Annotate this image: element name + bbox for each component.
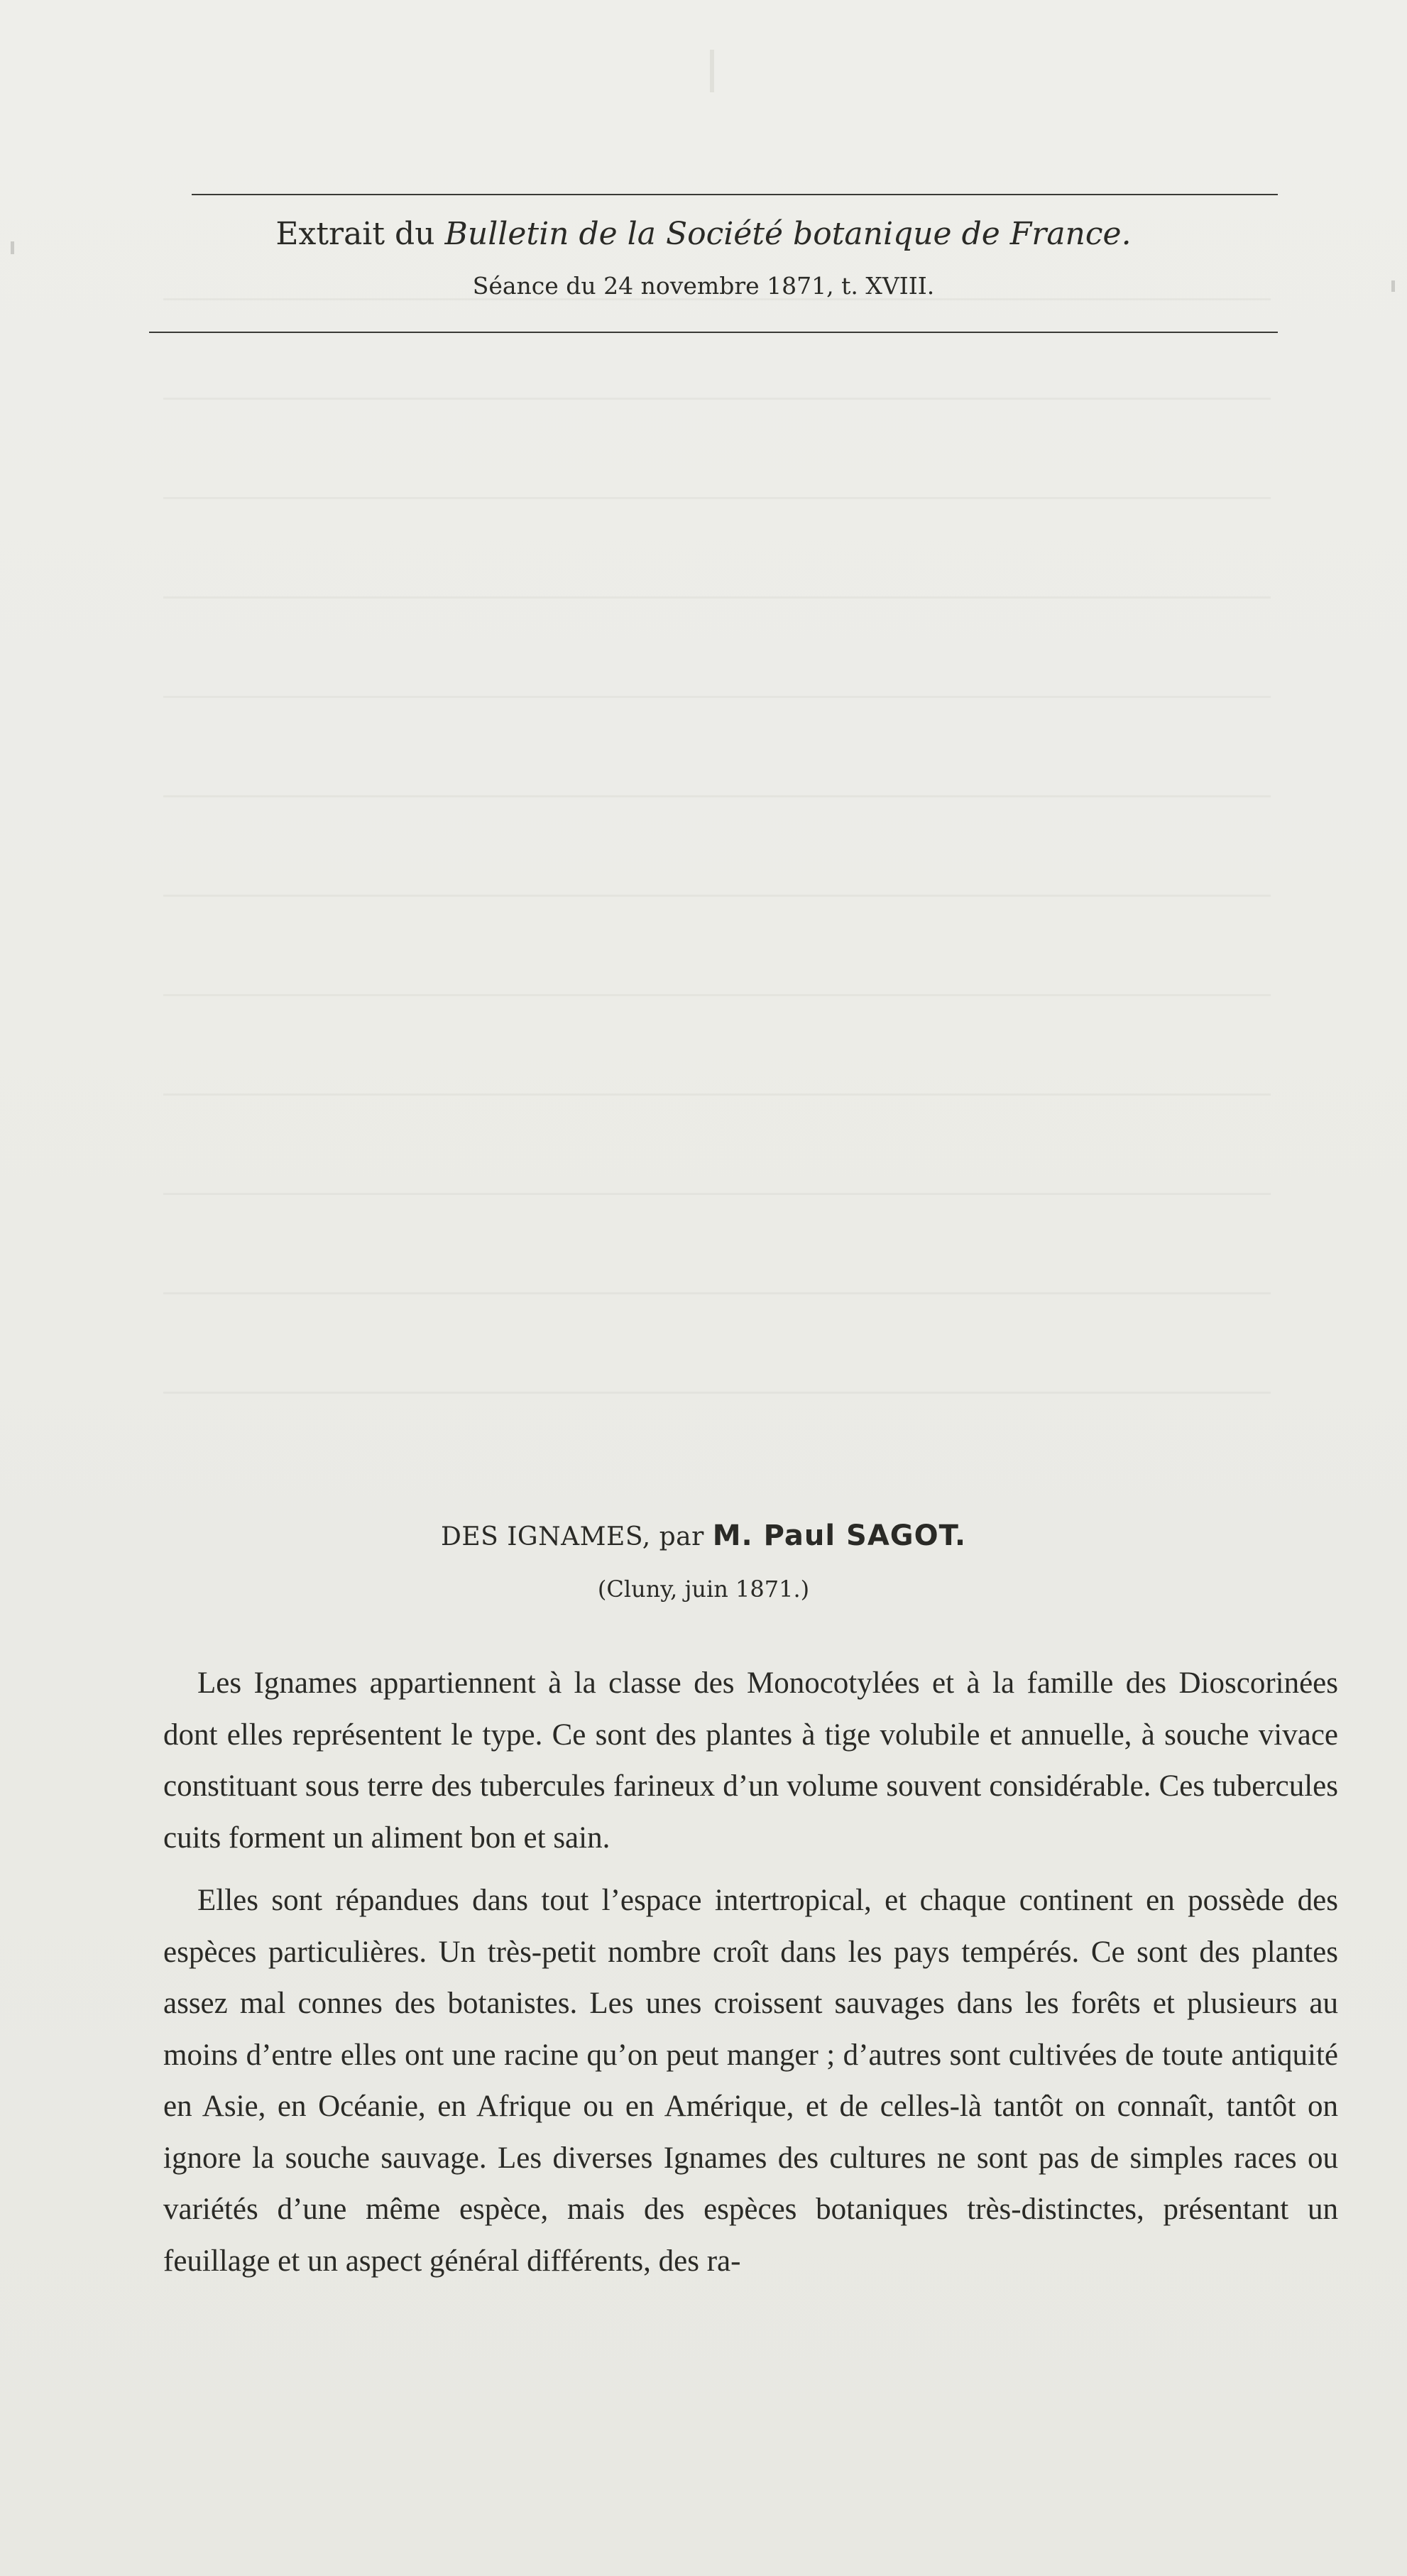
bleed-through-line (163, 1093, 1271, 1096)
journal-title: Bulletin de la Société botanique de France. (444, 216, 1132, 252)
bleed-through-line (163, 596, 1271, 599)
article-body (163, 1658, 1338, 2298)
session-line: Séance du 24 novembre 1871, t. XVIII. (472, 272, 935, 300)
article-title-text: DES IGNAMES, par (440, 1522, 713, 1551)
bleed-through-line (163, 1193, 1271, 1195)
body-paragraph: Elles sont répandues dans tout l’espace intertropical, et chaque continent en possède des espèces particulières. Un très-petit nombre croît dans les pays tempérés. Ce sont des plantes assez mal connes des botanistes. Les unes croissent sauvages dans les forêts et plusieurs au moins d’entre elles ont une racine qu’on peut manger ; d’autres sont cultivées de toute antiquité en Asie, en Océanie, en Afrique ou en Amérique, et de celles-là tantôt on connaît, tantôt on ignore la souche sauvage. Les diverses Ignames des cultures ne sont pas de simples races ou variétés d’une même espèce, mais des espèces botaniques très-distinctes, présentant un feuillage et un aspect général différents, des ra- (163, 1884, 1338, 2278)
bleed-through-line (163, 398, 1271, 400)
header-rule-bottom (149, 332, 1278, 333)
bleed-through-line (163, 795, 1271, 797)
article-title (0, 1516, 1407, 1557)
article-place-date: (Cluny, juin 1871.) (597, 1576, 810, 1603)
body-paragraph: Les Ignames appartiennent à la classe des Monocotylées et à la famille des Dioscorinées dont elles représentent le type. Ce sont des plantes à tige volubile et annuelle, à souche vivace constituant sous terre des tubercules farineux d’un volume souvent considérable. Ces tubercules cuits forment un aliment bon et sain. (163, 1666, 1338, 1855)
bleed-through-line (163, 497, 1271, 499)
header-rule-top (192, 194, 1278, 195)
article-author: M. Paul SAGOT. (712, 1519, 967, 1552)
page-stain (710, 50, 714, 92)
bleed-through-line (163, 895, 1271, 897)
bleed-through-line (163, 994, 1271, 996)
offprint-header (0, 213, 1407, 256)
offprint-prefix: Extrait du (275, 216, 445, 252)
bleed-through-line (163, 1292, 1271, 1294)
bleed-through-line (163, 696, 1271, 698)
bleed-through-line (163, 1392, 1271, 1394)
